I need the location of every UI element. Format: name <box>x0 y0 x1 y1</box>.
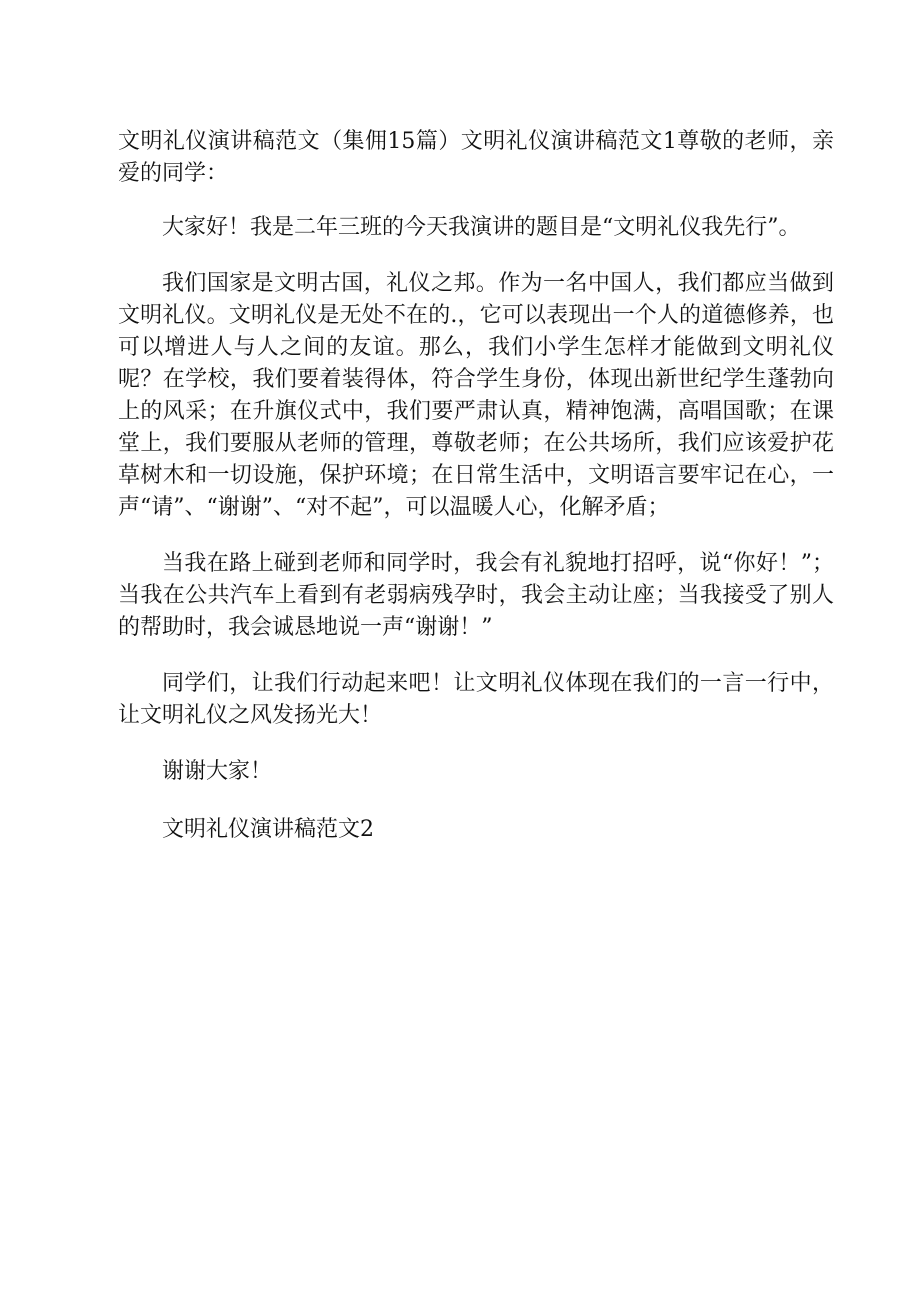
thanks-paragraph: 谢谢大家！ <box>162 759 273 784</box>
behavior-paragraph: 当我在路上碰到老师和同学时，我会有礼貌地打招呼，说“你好！”；当我在公共汽车上看到有老弱病残孕时，我会主动让座；当我接受了别人的帮助时，我会诚恳地说一声“谢谢！” <box>118 551 834 640</box>
next-section-heading: 文明礼仪演讲稿范文2 <box>162 817 374 842</box>
etiquette-paragraph: 我们国家是文明古国，礼仪之邦。作为一名中国人，我们都应当做到文明礼仪。文明礼仪是无处不在的.，它可以表现出一个人的道德修养，也可以增进人与人之间的友谊。那么，我们小学生怎样才能做到文明礼仪呢？在学校，我们要着装得体，符合学生身份，体现出新世纪学生蓬勃向上的风采；在升旗仪式中，我们要严肃认真，精神饱满，高唱国歌；在课堂上，我们要服从老师的管理，尊敬老师；在公共场所，我们应该爱护花草树木和一切设施，保护环境；在日常生活中，文明语言要牢记在心，一声“请”、“谢谢”、“对不起”，可以温暖人心，化解矛盾； <box>118 271 834 520</box>
intro-paragraph: 文明礼仪演讲稿范文（集佣15篇）文明礼仪演讲稿范文1尊敬的老师，亲爱的同学： <box>118 129 834 186</box>
document-body <box>118 126 834 870</box>
call-to-action-paragraph: 同学们，让我们行动起来吧！让文明礼仪体现在我们的一言一行中，让文明礼仪之风发扬光大！ <box>118 671 834 728</box>
greeting-paragraph: 大家好！我是二年三班的今天我演讲的题目是“文明礼仪我先行”。 <box>162 215 801 240</box>
